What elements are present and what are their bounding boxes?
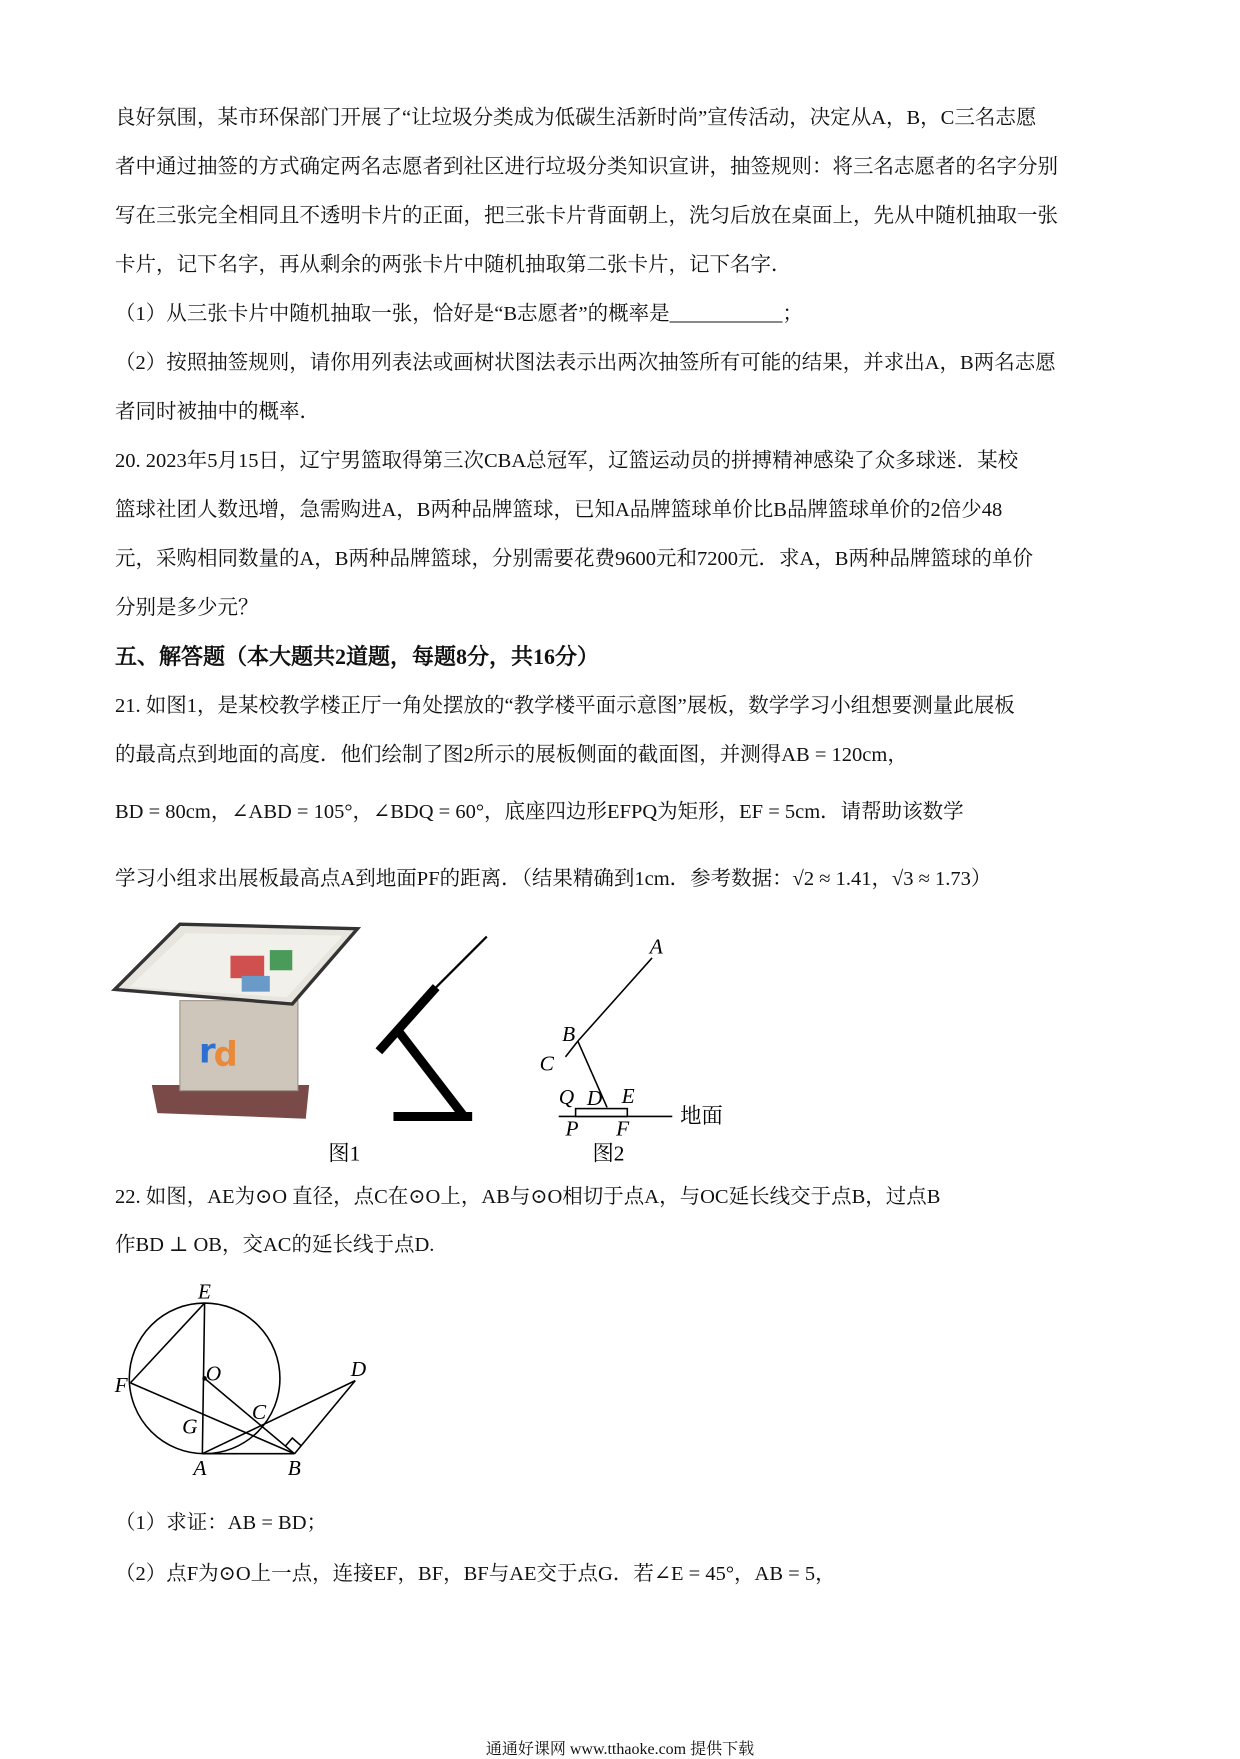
figure1-caption: 图1 <box>328 1141 361 1166</box>
label-B: B <box>562 1022 576 1047</box>
problem21-text: 21. 如图1，是某校教学楼正厅一角处摆放的“教学楼平面示意图”展板，数学学习小组想要测量此展板 <box>115 695 1015 717</box>
problem20-text: 篮球社团人数迅增，急需购进A，B两种品牌篮球，已知A品牌篮球单价比B品牌篮球单价的2倍少48 <box>115 499 1003 521</box>
problem21-text: 学习小组求出展板最高点A到地面PF的距离．（结果精确到1cm．参考数据：√2 ≈ 1.41，√3 ≈ 1.73） <box>115 868 992 890</box>
circle-diagram <box>129 1303 355 1454</box>
label-Q: Q <box>558 1085 575 1110</box>
label-D: D <box>350 1357 367 1382</box>
svg-text:r: r <box>198 1031 216 1071</box>
figure2-caption: 图2 <box>592 1141 625 1166</box>
problem20-text: 分别是多少元？ <box>115 597 259 619</box>
label-F: F <box>114 1372 128 1397</box>
problem21-text: 的最高点到地面的高度．他们绘制了图2所示的展板侧面的截面图，并测得AB = 120cm， <box>115 744 908 766</box>
label-C: C <box>251 1399 267 1424</box>
section-heading: 五、解答题（本大题共2道题，每题8分，共16分） <box>115 644 600 669</box>
problem22-part1: （1）求证：AB = BD； <box>115 1512 328 1534</box>
label-B: B <box>287 1456 301 1481</box>
problem19-text: 者中通过抽签的方式确定两名志愿者到社区进行垃圾分类知识宣讲，抽签规则：将三名志愿者的名字分别 <box>115 156 1058 178</box>
problem19-text: 卡片，记下名字，再从剩余的两张卡片中随机抽取第二张卡片，记下名字． <box>115 254 792 276</box>
problem21-text: BD = 80cm，∠ABD = 105°，∠BDQ = 60°，底座四边形EFPQ为矩形，EF = 5cm．请帮助该数学 <box>115 801 964 823</box>
problem20-text: 20. 2023年5月15日，辽宁男篮取得第三次CBA总冠军，辽篮运动员的拼搏精神感染了众多球迷．某校 <box>115 450 1019 472</box>
problem22-text: 22. 如图，AE为⊙O 直径，点C在⊙O上，AB与⊙O相切于点A，与OC延长线交于点B，过点B <box>115 1186 941 1208</box>
label-E: E <box>621 1083 635 1108</box>
label-F: F <box>616 1116 630 1141</box>
label-D: D <box>586 1086 603 1111</box>
label-G: G <box>182 1414 198 1439</box>
label-E: E <box>197 1279 211 1304</box>
label-O: O <box>205 1361 222 1386</box>
problem19-part2: （2）按照抽签规则，请你用列表法或画树状图法表示出两次抽签所有可能的结果，并求出A，B两名志愿 <box>115 352 1056 374</box>
problem22-text: 作BD ⊥ OB，交AC的延长线于点D. <box>115 1234 435 1256</box>
label-C: C <box>539 1051 554 1076</box>
problem19-part1: （1）从三张卡片中随机抽取一张，恰好是“B志愿者”的概率是___________； <box>115 303 803 325</box>
footer-watermark: 通通好课网 www.tthaoke.com 提供下载 <box>485 1741 755 1758</box>
problem19-text: 写在三张完全相同且不透明卡片的正面，把三张卡片背面朝上，洗匀后放在桌面上，先从中随机抽取一张 <box>115 205 1058 227</box>
problem19-text: 良好氛围，某市环保部门开展了“让垃圾分类成为低碳生活新时尚”宣传活动，决定从A，B，C三名志愿 <box>115 107 1037 129</box>
svg-text:d: d <box>213 1034 238 1074</box>
label-P: P <box>565 1116 579 1141</box>
ground-label: 地面 <box>680 1104 723 1129</box>
display-board-photo <box>115 924 358 1118</box>
problem19-part2: 者同时被抽中的概率． <box>115 401 320 423</box>
label-A: A <box>649 934 663 959</box>
figure1-silhouette <box>379 937 487 1117</box>
problem20-text: 元，采购相同数量的A，B两种品牌篮球，分别需要花费9600元和7200元．求A，B两种品牌篮球的单价 <box>115 548 1033 570</box>
figure2-diagram <box>559 958 673 1117</box>
label-A: A <box>193 1456 207 1481</box>
problem22-part2: （2）点F为⊙O上一点，连接EF，BF，BF与AE交于点G．若∠E = 45°，AB = 5， <box>115 1563 836 1585</box>
